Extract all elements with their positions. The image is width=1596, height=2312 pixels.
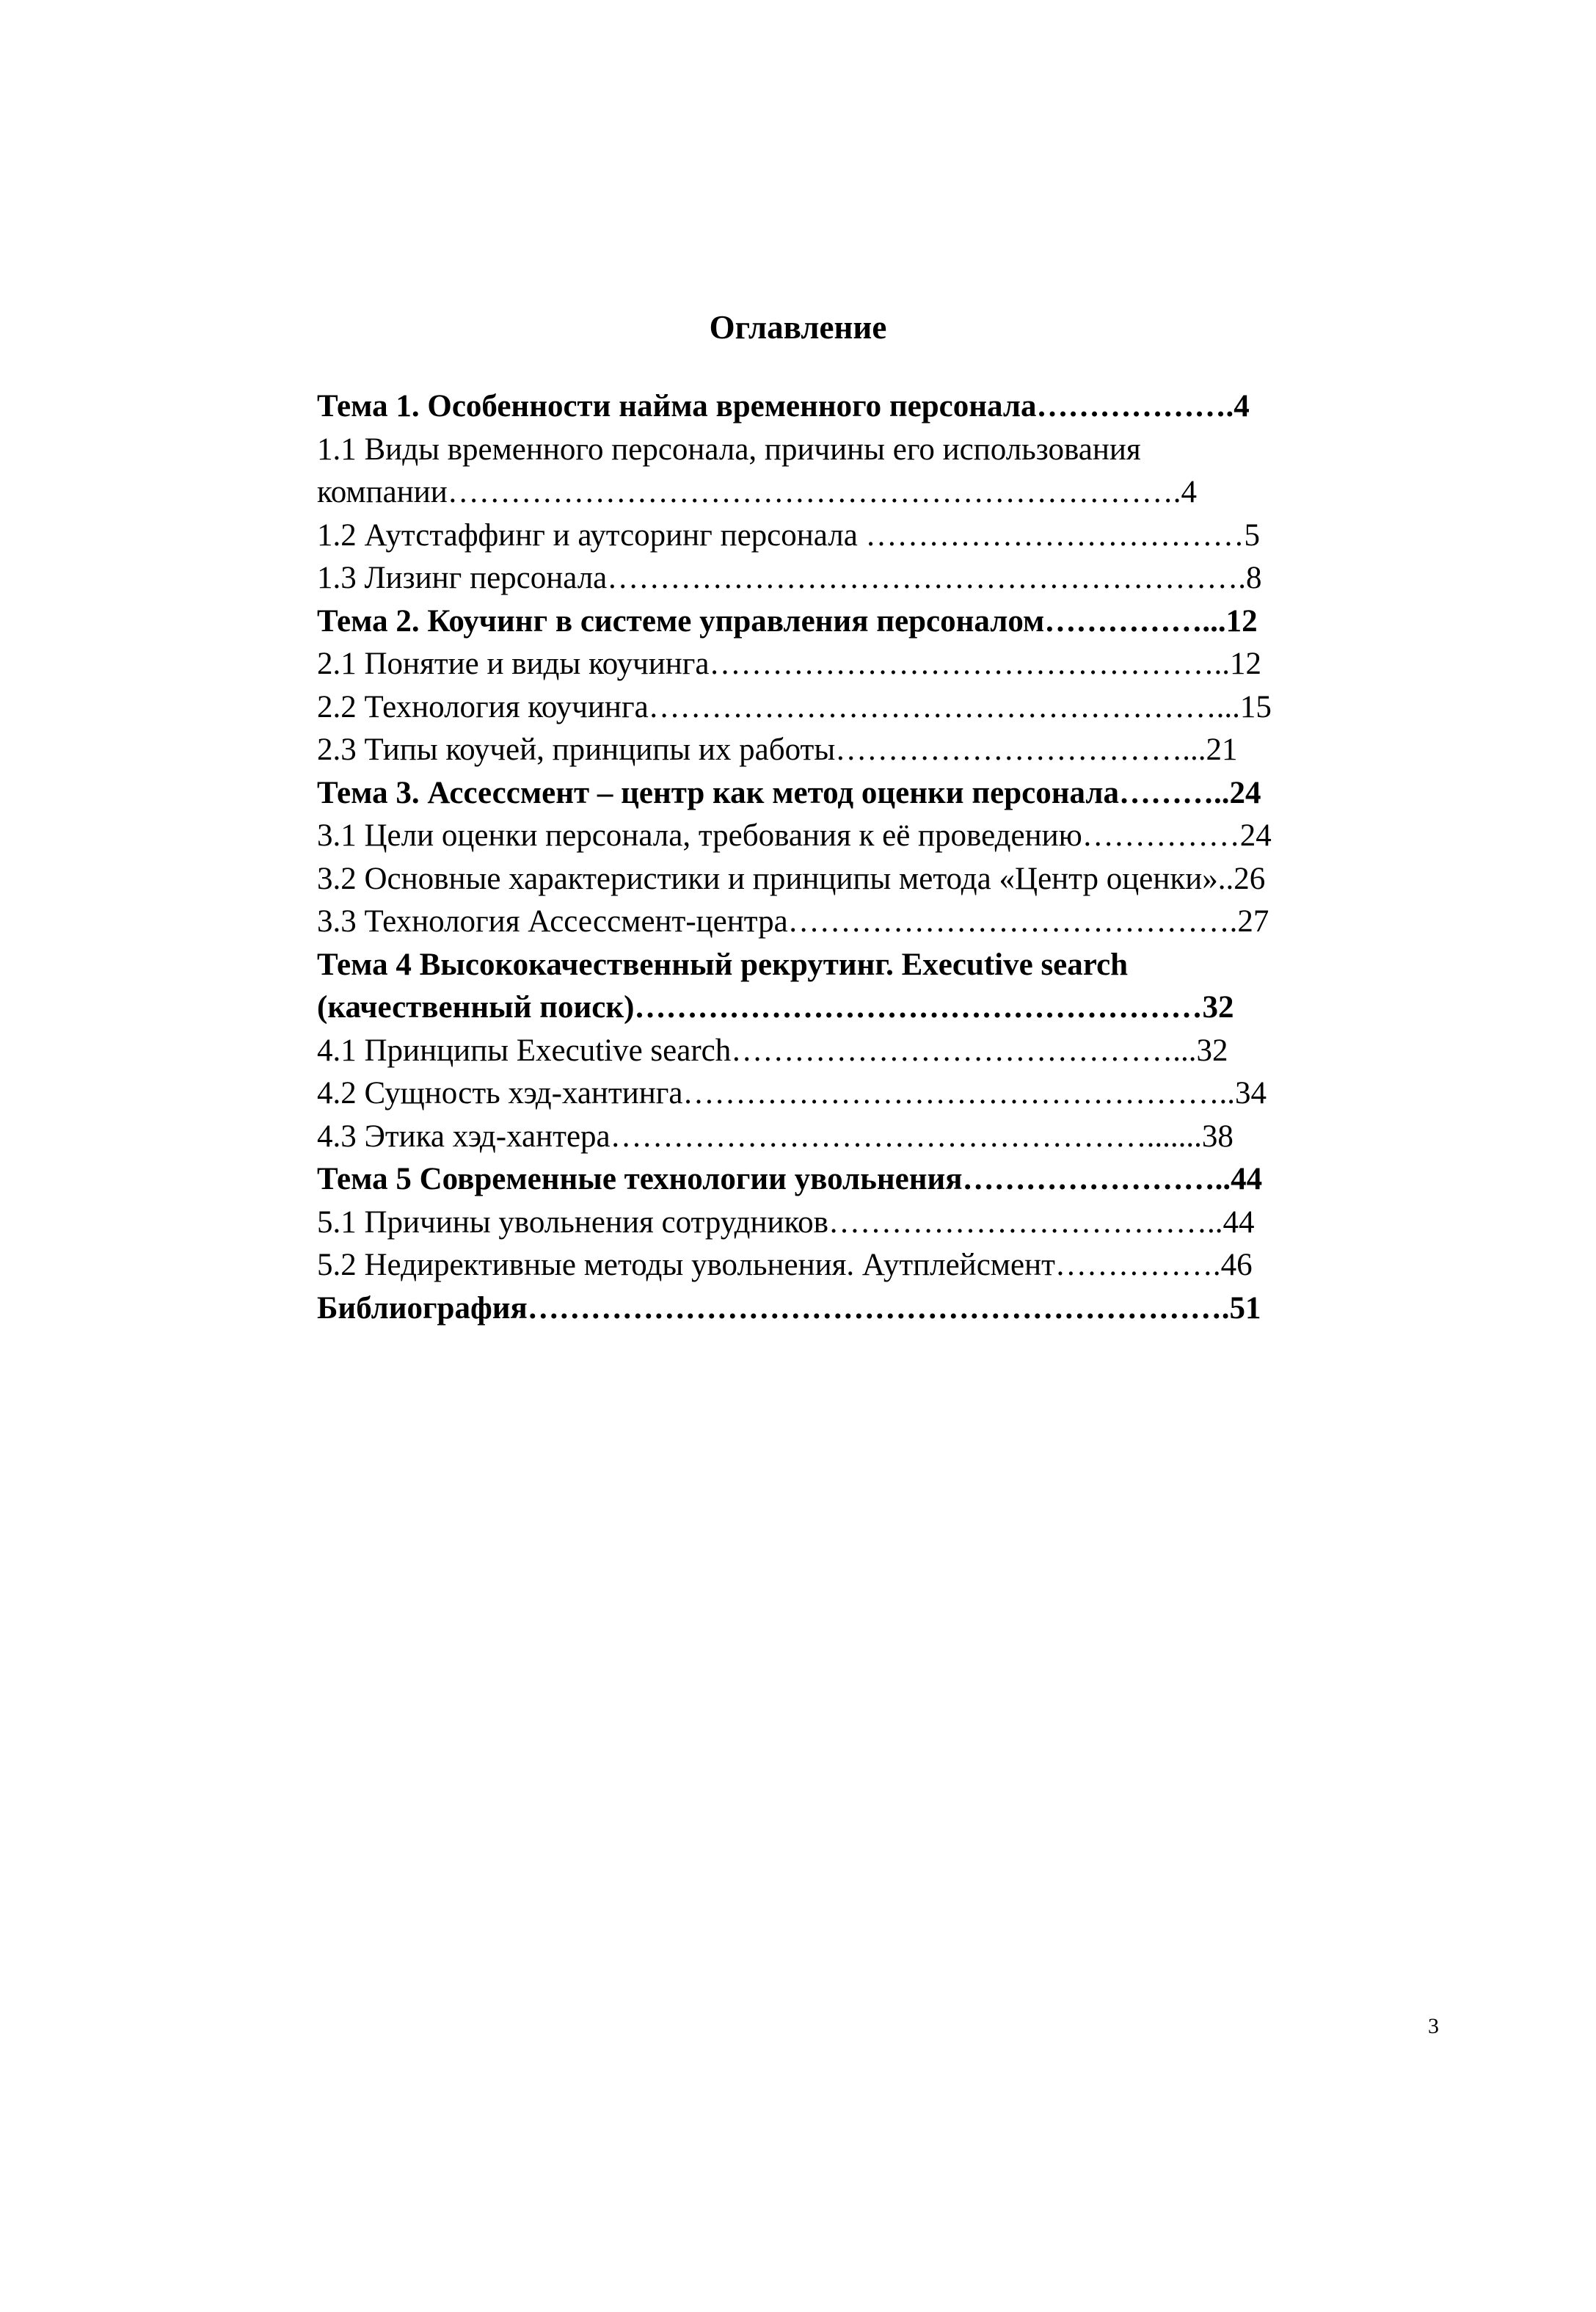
toc-entry-4-3: 4.3 Этика хэд-хантера…………………………………………….......38 [317, 1119, 1234, 1154]
toc-entry-topic-3: Тема 3. Ассессмент – центр как метод оценки персонала………..24 [317, 775, 1261, 810]
toc-entry-3-1: 3.1 Цели оценки персонала, требования к её проведению……………24 [317, 818, 1272, 853]
toc-entry-bibliography: Библиография………………………………………………………….51 [317, 1290, 1261, 1326]
toc-entry-1-2: 1.2 Аутстаффинг и аутсоринг персонала ………………………………5 [317, 517, 1261, 553]
toc-entry-topic-1: Тема 1. Особенности найма временного персонала……………….4 [317, 389, 1250, 423]
toc-entry-1-1-line-1: 1.1 Виды временного персонала, причины его использования [317, 432, 1141, 467]
toc-entry-topic-2: Тема 2. Коучинг в системе управления персоналом……………...12 [317, 603, 1258, 639]
toc-entry-5-2: 5.2 Недирективные методы увольнения. Аутплейсмент…………….46 [317, 1248, 1253, 1282]
toc-entry-topic-5: Тема 5 Современные технологии увольнения……………………..44 [317, 1162, 1263, 1196]
page-number: 3 [1428, 2014, 1439, 2038]
toc-entry-5-1: 5.1 Причины увольнения сотрудников………………………………..44 [317, 1204, 1255, 1240]
toc-entry-4-1: 4.1 Принципы Executive search……………………………………...32 [317, 1033, 1228, 1068]
toc-title: Оглавление [709, 309, 887, 346]
toc-entry-1-1-line-2: компании…………………………………………………………….4 [317, 475, 1197, 509]
toc-entry-3-2: 3.2 Основные характеристики и принципы метода «Центр оценки»..26 [317, 861, 1266, 896]
toc-entry-topic-4-line-1: Тема 4 Высококачественный рекрутинг. Executive search [317, 947, 1129, 982]
toc-entry-1-3: 1.3 Лизинг персонала…………………………………………………….8 [317, 561, 1262, 595]
toc-entry-3-3: 3.3 Технология Ассессмент-центра…………………………………….27 [317, 904, 1269, 939]
table-of-contents [317, 385, 1418, 1330]
toc-entry-4-2: 4.2 Сущность хэд-хантинга……………………………………………..34 [317, 1076, 1267, 1110]
toc-entry-2-1: 2.1 Понятие и виды коучинга…………………………………………..12 [317, 647, 1262, 681]
toc-entry-topic-4-line-2: (качественный поиск)………………………………………………32 [317, 990, 1234, 1025]
toc-entry-2-2: 2.2 Технология коучинга………………………………………………...15 [317, 689, 1272, 724]
toc-entry-2-3: 2.3 Типы коучей, принципы их работы……………………………...21 [317, 733, 1238, 767]
